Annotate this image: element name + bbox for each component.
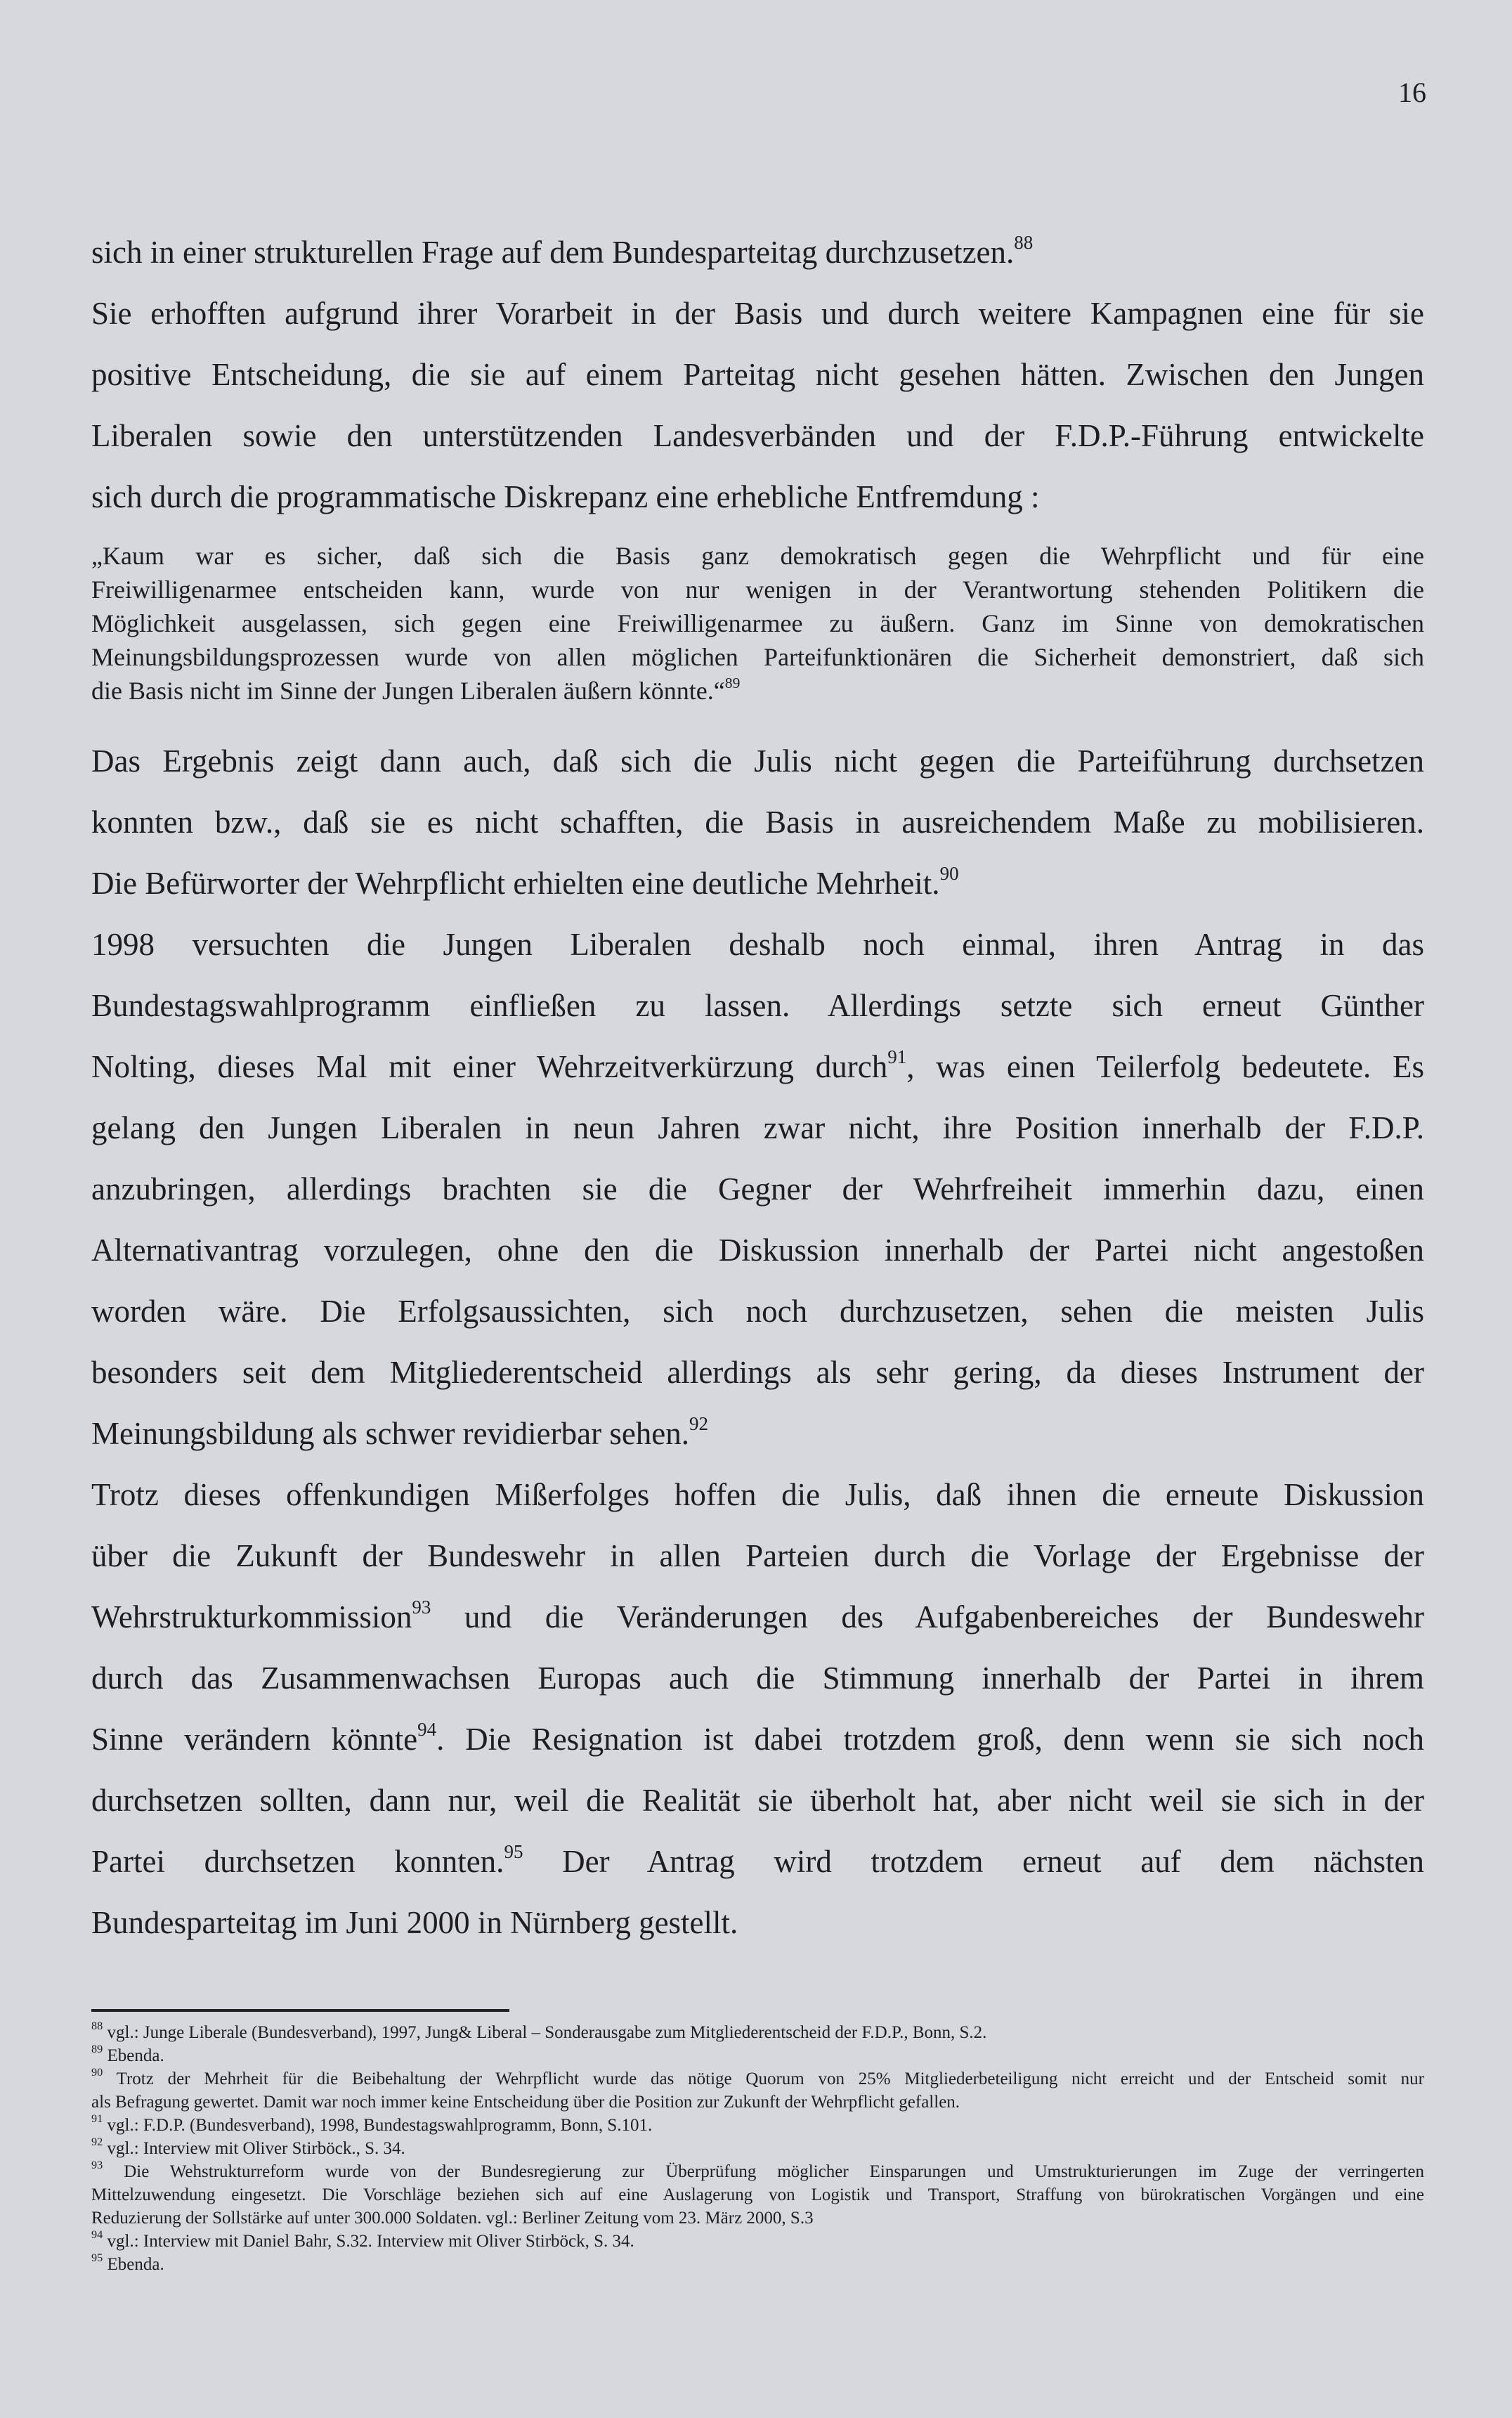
body-text-bottom [91,731,1424,1954]
footnote-line [91,2206,1424,2230]
footnote-line [91,2091,1424,2114]
paragraph-line [91,731,1424,792]
paragraph-line [91,1220,1424,1281]
text-run: gelang den Jungen Liberalen in neun Jahren zwar nicht, ihre Position innerhalb der F.D.P. [91,1110,1424,1145]
footnote-marker: 88 [1014,231,1034,253]
footnote-line [91,2160,1424,2183]
text-run: 1998 versuchten die Jungen Liberalen deshalb noch einmal, ihren Antrag in das [91,927,1424,962]
quote-line [91,674,1424,708]
text-run: Die Wehstrukturreform wurde von der Bundesregierung zur Überprüfung möglicher Einsparungen und Umstrukturierungen im Zuge der verringerten [103,2162,1424,2181]
paragraph-line [91,1892,1424,1954]
text-run: Möglichkeit ausgelassen, sich gegen eine Freiwilligenarmee zu äußern. Ganz im Sinne von demokratischen [91,609,1424,637]
text-run: und die Veränderungen des Aufgabenbereiches der Bundeswehr [431,1599,1424,1634]
text-run: durchsetzen sollten, dann nur, weil die Realität sie überholt hat, aber nicht weil sie sich in der [91,1783,1424,1818]
text-run: Das Ergebnis zeigt dann auch, daß sich die Julis nicht gegen die Parteiführung durchsetzen [91,743,1424,779]
text-run: „Kaum war es sicher, daß sich die Basis ganz demokratisch gegen die Wehrpflicht und für eine [91,542,1424,570]
text-run: Partei durchsetzen konnten. [91,1844,504,1879]
paragraph-line [91,405,1424,467]
footnote-marker: 91 [887,1046,907,1067]
footnote-line [91,2183,1424,2206]
quote-line [91,640,1424,674]
footnote-marker: 88 [91,2019,103,2032]
paragraph-line [91,467,1424,528]
paragraph-line [91,975,1424,1036]
text-run: anzubringen, allerdings brachten sie die Gegner der Wehrfreiheit immerhin dazu, einen [91,1171,1424,1207]
text-run: durch das Zusammenwachsen Europas auch die Stimmung innerhalb der Partei in ihrem [91,1660,1424,1696]
footnote-marker: 90 [91,2065,103,2079]
text-run: Alternativantrag vorzulegen, ohne den die Diskussion innerhalb der Partei nicht angestoßen [91,1233,1424,1268]
paragraph-line [91,283,1424,344]
text-run: Ebenda. [103,2255,164,2274]
text-run: , was einen Teilerfolg bedeutete. Es [906,1049,1424,1084]
text-run: vgl.: F.D.P. (Bundesverband), 1998, Bundestagswahlprogramm, Bonn, S.101. [103,2116,653,2135]
text-run: worden wäre. Die Erfolgsaussichten, sich noch durchzusetzen, sehen die meisten Julis [91,1294,1424,1329]
footnote-line [91,2021,1424,2044]
paragraph-line [91,1526,1424,1587]
footnote-line [91,2137,1424,2160]
paragraph-line [91,1464,1424,1526]
text-run: Mittelzuwendung eingesetzt. Die Vorschläge beziehen sich auf eine Auslagerung von Logistik und Transport, Straffung von bürokratischen Vorgängen und eine [91,2185,1424,2204]
text-run: Reduzierung der Sollstärke auf unter 300.000 Soldaten. vgl.: Berliner Zeitung vom 23. März 2000, S.3 [91,2209,814,2228]
paragraph-line [91,1036,1424,1098]
paragraph-line [91,853,1424,914]
text-run: besonders seit dem Mitgliederentscheid allerdings als sehr gering, da dieses Instrument der [91,1355,1424,1390]
text-run: Trotz dieses offenkundigen Mißerfolges hoffen die Julis, daß ihnen die erneute Diskussion [91,1477,1424,1512]
footnote-line [91,2253,1424,2276]
footnote-marker: 94 [417,1718,437,1740]
text-run: als Befragung gewertet. Damit war noch immer keine Entscheidung über die Position zur Zukunft der Wehrpflicht gefallen. [91,2093,960,2112]
text-run: Sinne verändern könnte [91,1722,418,1757]
paragraph-line [91,1587,1424,1648]
footnote-line [91,2044,1424,2067]
text-run: konnten bzw., daß sie es nicht schafften, die Basis in ausreichendem Maße zu mobilisieren. [91,805,1424,840]
text-run: Wehrstrukturkommission [91,1599,412,1634]
footnote-marker: 91 [91,2112,103,2125]
paragraph-line [91,1281,1424,1342]
text-run: Meinungsbildungsprozessen wurde von allen möglichen Parteifunktionären die Sicherheit demonstriert, daß sich [91,643,1424,671]
footnote-marker: 95 [91,2251,103,2264]
text-run: sich in einer strukturellen Frage auf dem Bundesparteitag durchzusetzen. [91,235,1015,270]
footnote-line [91,2230,1424,2253]
page-number: 16 [1398,77,1426,108]
footnote-marker: 89 [91,2042,103,2055]
footnote-marker: 90 [939,862,959,884]
paragraph-line [91,222,1424,283]
text-run: sich durch die programmatische Diskrepanz eine erhebliche Entfremdung : [91,479,1040,514]
footnote-marker: 92 [91,2135,103,2148]
text-run: positive Entscheidung, die sie auf einem Parteitag nicht gesehen hätten. Zwischen den Jungen [91,357,1424,392]
text-run: vgl.: Interview mit Daniel Bahr, S.32. Interview mit Oliver Stirböck, S. 34. [103,2232,634,2251]
paragraph-line [91,1709,1424,1770]
text-run: die Basis nicht im Sinne der Jungen Liberalen äußern könnte.“ [91,677,725,705]
paragraph-line [91,1342,1424,1403]
footnote-marker: 92 [689,1412,709,1434]
text-run: Nolting, dieses Mal mit einer Wehrzeitverkürzung durch [91,1049,888,1084]
text-run: vgl.: Interview mit Oliver Stirböck., S. 34. [103,2139,405,2158]
block-quote [91,539,1424,708]
quote-line [91,606,1424,640]
paragraph-line [91,914,1424,975]
footnote-marker: 93 [91,2158,103,2171]
text-run: . Die Resignation ist dabei trotzdem groß, denn wenn sie sich noch [436,1722,1424,1757]
footnote-marker: 94 [91,2228,103,2241]
text-run: Bundesparteitag im Juni 2000 in Nürnberg gestellt. [91,1905,738,1940]
paragraph-line [91,792,1424,853]
footnote-marker: 95 [504,1840,523,1862]
footnote-separator [91,2009,509,2012]
footnote-marker: 89 [724,674,741,691]
text-run: Ebenda. [103,2046,164,2065]
paragraph-line [91,344,1424,405]
text-run: vgl.: Junge Liberale (Bundesverband), 1997, Jung& Liberal – Sonderausgabe zum Mitgliederentscheid der F.D.P., Bonn, S.2. [103,2023,987,2042]
paragraph-line [91,1403,1424,1464]
quote-line [91,539,1424,573]
paragraph-line [91,1098,1424,1159]
text-run: Liberalen sowie den unterstützenden Landesverbänden und der F.D.P.-Führung entwickelte [91,418,1424,453]
paragraph-line [91,1770,1424,1831]
text-run: Der Antrag wird trotzdem erneut auf dem nächsten [523,1844,1424,1879]
text-run: Die Befürworter der Wehrpflicht erhielten eine deutliche Mehrheit. [91,866,940,901]
text-run: Bundestagswahlprogramm einfließen zu lassen. Allerdings setzte sich erneut Günther [91,988,1424,1023]
paragraph-line [91,1648,1424,1709]
footnote-line [91,2067,1424,2091]
text-run: Trotz der Mehrheit für die Beibehaltung der Wehrpflicht wurde das nötige Quorum von 25% Mitgliederbeteiligung nicht erreicht und der Entscheid somit nur [103,2069,1424,2088]
paragraph-line [91,1831,1424,1892]
footnote-marker: 93 [412,1596,431,1618]
text-run: Meinungsbildung als schwer revidierbar sehen. [91,1416,690,1451]
footnote-line [91,2114,1424,2137]
body-text-top [91,222,1424,528]
paragraph-line [91,1159,1424,1220]
footnotes [91,2021,1424,2276]
text-run: Sie erhofften aufgrund ihrer Vorarbeit in der Basis und durch weitere Kampagnen eine für sie [91,296,1424,331]
text-run: über die Zukunft der Bundeswehr in allen Parteien durch die Vorlage der Ergebnisse der [91,1538,1424,1573]
quote-line [91,573,1424,606]
text-run: Freiwilligenarmee entscheiden kann, wurde von nur wenigen in der Verantwortung stehenden Politikern die [91,576,1424,604]
